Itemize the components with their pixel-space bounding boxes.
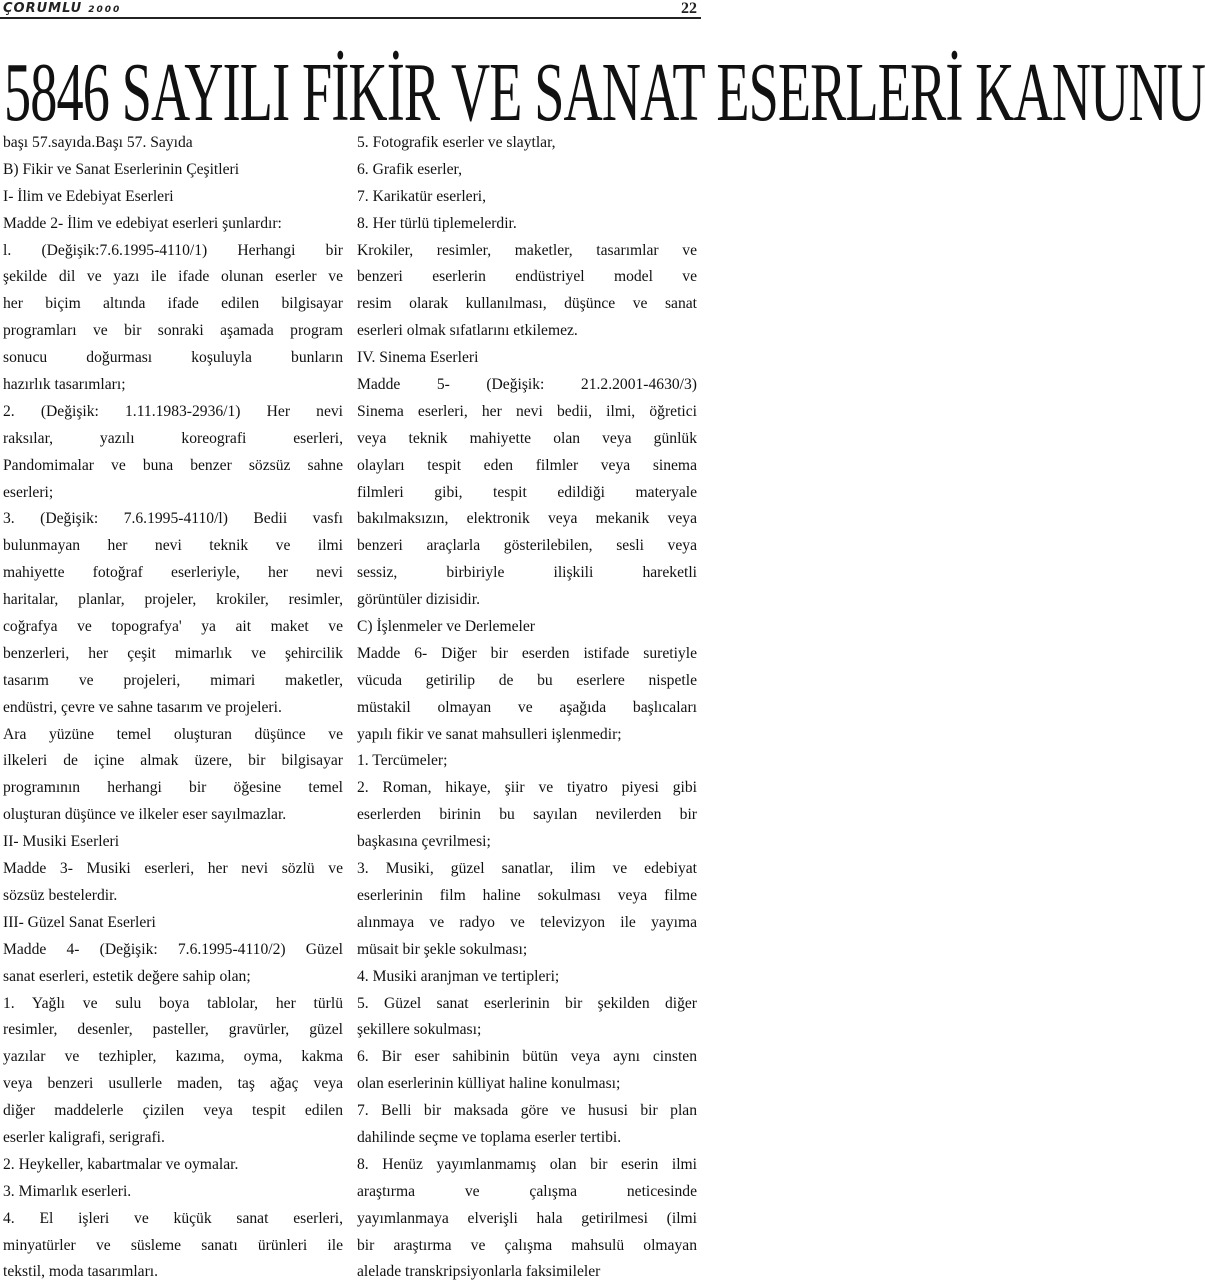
left-column: [3, 130, 343, 1286]
text-line: benzerleri, her çeşit mimarlık ve şehircilik: [3, 644, 343, 662]
text-line: tasarım ve projeleri, mimari maketler,: [3, 671, 343, 689]
text-line: eserleri olmak sıfatlarını etkilemez.: [357, 322, 578, 340]
text-line: 3. Musiki, güzel sanatlar, ilim ve edebiyat: [357, 860, 697, 878]
text-line: yazılar ve tezhipler, kazıma, oyma, kakma: [3, 1048, 343, 1066]
text-line: minyatürler ve süsleme sanatı ürünleri ile: [3, 1236, 343, 1254]
text-line: 8. Henüz yayımlanmamış olan bir eserin ilmi: [357, 1155, 697, 1173]
text-line: Pandomimalar ve buna benzer sözsüz sahne: [3, 456, 343, 474]
text-line: II- Musiki Eserleri: [3, 833, 120, 851]
text-line: sonucu doğurması koşuluyla bunların: [3, 349, 343, 367]
publication-name: ÇORUMLU: [3, 1, 83, 16]
text-line: alelade transkripsiyonlarla faksimileler: [357, 1263, 601, 1281]
text-line: 1. Tercümeler;: [357, 752, 448, 770]
text-line: 7. Belli bir maksada göre ve hususi bir plan: [357, 1102, 697, 1120]
text-line: 3. (Değişik: 7.6.1995-4110/l) Bedii vasfı: [3, 510, 343, 528]
text-line: raksılar, yazılı koreografi eserleri,: [3, 429, 343, 447]
text-line: dahilinde seçme ve toplama eserler tertibi.: [357, 1128, 622, 1146]
text-line: 4. Musiki aranjman ve tertipleri;: [357, 967, 560, 985]
text-line: olan eserlerinin külliyat haline konulması;: [357, 1075, 621, 1093]
text-line: araştırma ve çalışma neticesinde: [357, 1182, 697, 1200]
text-line: Krokiler, resimler, maketler, tasarımlar ve: [357, 241, 697, 259]
text-line: 5. Fotografik eserler ve slaytlar,: [357, 134, 556, 151]
text-line: başı 57.sayıda.Başı 57. Sayıda: [3, 134, 193, 151]
text-line: III- Güzel Sanat Eserleri: [3, 913, 156, 931]
text-line: alınmaya ve radyo ve televizyon ile yayıma: [357, 913, 697, 931]
page-number: 22: [681, 0, 697, 17]
header-divider: [0, 17, 701, 19]
text-line: eserler kaligrafi, serigrafi.: [3, 1128, 165, 1146]
text-line: başkasına çevrilmesi;: [357, 833, 491, 851]
text-line: 8. Her türlü tiplemelerdir.: [357, 214, 517, 232]
text-line: 6. Bir eser sahibinin bütün veya aynı cinsten: [357, 1048, 697, 1066]
text-line: haritalar, planlar, projeler, krokiler, resimler,: [3, 591, 343, 609]
text-line: mahiyette fotoğraf eserleriyle, her nevi: [3, 564, 343, 582]
text-line: bulunmayan her nevi teknik ve ilmi: [3, 537, 343, 555]
text-line: programının herhangi bir öğesine temel: [3, 779, 343, 797]
text-line: filmleri gibi, tespit edildiği materyale: [357, 483, 697, 501]
text-line: Madde 5- (Değişik: 21.2.2001-4630/3): [357, 376, 697, 394]
text-line: B) Fikir ve Sanat Eserlerinin Çeşitleri: [3, 160, 240, 178]
text-line: müstakil olmayan ve aşağıda başlıcaları: [357, 698, 697, 716]
text-line: sözsüz bestelerdir.: [3, 886, 118, 904]
text-line: 1. Yağlı ve sulu boya tablolar, her türlü: [3, 994, 343, 1012]
right-column: [357, 130, 697, 1286]
text-line: l. (Değişik:7.6.1995-4110/1) Herhangi bir: [3, 241, 343, 259]
text-line: resimler, desenler, pasteller, gravürler, güzel: [3, 1021, 343, 1039]
text-line: şekilde dil ve yazı ile ifade olunan eserler ve: [3, 268, 343, 286]
text-line: I- İlim ve Edebiyat Eserleri: [3, 187, 174, 205]
text-line: resim olarak kullanılması, düşünce ve sanat: [357, 295, 697, 313]
publication-brand: [3, 1, 121, 16]
article-title: 5846 SAYILI FİKİR VE SANAT ESERLERİ KANUNU: [4, 46, 1205, 139]
text-line: eserlerden birinin bu sayılan nevilerden bir: [357, 806, 697, 824]
text-line: sanat eserleri, estetik değere sahip olan;: [3, 967, 251, 985]
text-line: olayları tespit eden filmler veya sinema: [357, 456, 697, 474]
text-line: hazırlık tasarımları;: [3, 376, 126, 394]
text-line: bakılmaksızın, elektronik veya mekanik veya: [357, 510, 697, 528]
text-line: 7. Karikatür eserleri,: [357, 187, 487, 205]
text-line: endüstri, çevre ve sahne tasarım ve projeleri.: [3, 698, 282, 716]
text-line: tekstil, moda tasarımları.: [3, 1263, 159, 1281]
text-line: C) İşlenmeler ve Derlemeler: [357, 618, 535, 636]
text-line: 6. Grafik eserler,: [357, 160, 463, 178]
text-line: 2. Heykeller, kabartmalar ve oymalar.: [3, 1155, 239, 1173]
text-line: şekillere sokulması;: [357, 1021, 482, 1039]
text-line: sessiz, birbiriyle ilişkili hareketli: [357, 564, 697, 582]
text-line: veya teknik mahiyette olan veya günlük: [357, 429, 697, 447]
text-line: 5. Güzel sanat eserlerinin bir şekilden diğer: [357, 994, 697, 1012]
text-line: benzeri eserlerin endüstriyel model ve: [357, 268, 697, 286]
text-line: benzeri araçlarla gösterilebilen, sesli veya: [357, 537, 697, 555]
text-line: eserleri;: [3, 483, 54, 501]
text-line: 4. El işleri ve küçük sanat eserleri,: [3, 1209, 343, 1227]
text-line: IV. Sinema Eserleri: [357, 349, 479, 367]
text-line: Sinema eserleri, her nevi bedii, ilmi, öğretici: [357, 402, 697, 420]
text-line: her biçim altında ifade edilen bilgisayar: [3, 295, 343, 313]
text-line: müsait bir şekle sokulması;: [357, 940, 528, 958]
text-line: yayımlanmaya elverişli hala getirilmesi (ilmi: [357, 1209, 697, 1227]
text-line: 2. Roman, hikaye, şiir ve tiyatro piyesi gibi: [357, 779, 697, 797]
text-line: vücuda getirilip de bu eserlere nispetle: [357, 671, 697, 689]
text-line: yapılı fikir ve sanat mahsulleri işlenmedir;: [357, 725, 622, 743]
text-line: Madde 6- Diğer bir eserden istifade suretiyle: [357, 644, 697, 662]
text-line: 2. (Değişik: 1.11.1983-2936/1) Her nevi: [3, 402, 343, 420]
text-line: görüntüler dizisidir.: [357, 591, 480, 609]
text-line: veya benzeri usullerle maden, taş ağaç veya: [3, 1075, 343, 1093]
text-line: programları ve bir sonraki aşamada program: [3, 322, 343, 340]
publication-year: 2000: [88, 5, 122, 15]
text-line: Madde 4- (Değişik: 7.6.1995-4110/2) Güzel: [3, 940, 343, 958]
text-line: eserlerinin film haline sokulması veya filme: [357, 886, 697, 904]
text-line: Madde 2- İlim ve edebiyat eserleri şunlardır:: [3, 214, 282, 232]
text-line: ilkeleri de içine almak üzere, bir bilgisayar: [3, 752, 343, 770]
text-line: coğrafya ve topografya' ya ait maket ve: [3, 618, 343, 636]
text-line: oluşturan düşünce ve ilkeler eser sayılmazlar.: [3, 806, 287, 824]
text-line: diğer maddelerle çizilen veya tespit edilen: [3, 1102, 343, 1120]
text-line: bir araştırma ve çalışma mahsulü olmayan: [357, 1236, 697, 1254]
text-line: 3. Mimarlık eserleri.: [3, 1182, 132, 1200]
text-line: Madde 3- Musiki eserleri, her nevi sözlü ve: [3, 860, 343, 878]
page-header: [0, 0, 701, 22]
text-line: Ara yüzüne temel oluşturan düşünce ve: [3, 725, 343, 743]
